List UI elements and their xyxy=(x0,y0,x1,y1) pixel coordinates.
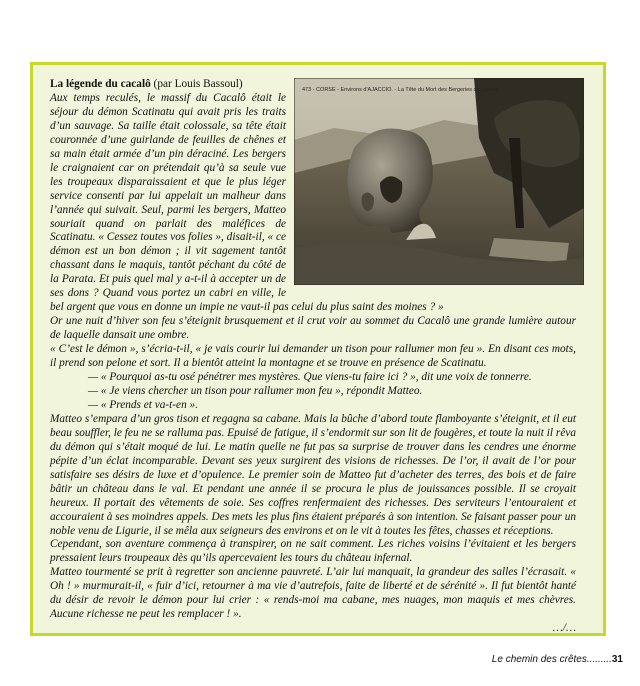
footer-dots: ......... xyxy=(586,654,612,665)
dialog-line-3: — « Prends et va-t-en ». xyxy=(50,399,576,413)
article-frame xyxy=(30,62,606,636)
article-title: La légende du cacalô xyxy=(50,78,151,90)
paragraph-6: Matteo tourmenté se prit à regretter son ancienne pauvreté. L’air lui manquait, la grandeur des salles l’écrasait. « Oh ! » murmurait-il, « fuir d’ici, retourner à ma vie d’autrefois, faite de liberté et de sérénité ». Il fut bientôt hanté du désir de revoir le démon pour lui crier : « rends-moi ma cabane, mes nuages, mon maquis et mes chèvres. Aucune richesse ne peut les remplacer ! ». xyxy=(50,566,576,621)
continued-marker: …/… xyxy=(552,622,576,635)
rock-landscape-image xyxy=(294,78,584,285)
postcard-photo xyxy=(294,78,584,285)
paragraph-4: Matteo s’empara d’un gros tison et regagna sa cabane. Mais la bûche d’abord toute flamboyante s’éteignit, et il eut beau souffler, le feu ne se ralluma pas. Epuisé de fatigue, il s’endormit sur son lit de fougères, et toute la nuit il rêva du démon qui s’était moqué de lui. Le matin quelle ne fut pas sa surprise de trouver dans les cendres une énorme pépite d’un éclat incomparable. Devant ses yeux surgirent des visions de richesses. De l’or, il avait de l’or pour satisfaire ses désirs de luxe et d’opulence. Le premier soin de Matteo fut d’acheter des terres, des bois et de faire bâtir un château dans le val. Et pendant une année il se procura le plus de jouissances possible. Il se croyait heureux. Il portait des vêtements de soie. Ses coffres renfermaient des richesses. Des serviteurs l’entouraient et accouraient à ses moindres appels. Des mets les plus fins étaient préparés à son intention. Se faisant passer pour un noble venu de Ligurie, il se mêla aux seigneurs des environs et on le vit à toutes les fêtes, chasses et réceptions. xyxy=(50,412,576,537)
postcard-caption: 473 - CORSE - Environs d'AJACCIO. - La Tête du Mort des Bergeries du Cacalô xyxy=(302,87,499,93)
paragraph-5: Cependant, son aventure commença à transpirer, on ne sait comment. Les riches voisins l’évitaient et les bergers pressaient leurs troupeaux dès qu’ils apercevaient les tours du château infernal. xyxy=(50,538,576,565)
page-footer xyxy=(492,654,623,665)
page-number: 31 xyxy=(611,654,623,665)
paragraph-1: Aux temps reculés, le massif du Cacalô était le séjour du démon Scatinatu qui avait pris les traits d’un sauvage. Sa taille était colossale, sa tête était couronnée d’une guirlande de feuilles de chênes et sa main était armée d’un pin déraciné. Les bergers le craignaient car on prétendait qu’à sa seule vue les troupeaux disparaissaient et que le plus léger service consenti par lui appelait un malheur dans l’année qui suivait. Seul, parmi les bergers, Matteo souriait quand on parlait des maléfices de Scatinatu. « Cessez toutes vos folies », disait-il, « ce démon est un bon démon ; il vit sagement tantôt chassant dans le maquis, tantôt péchant du côté de la Parata. Et puis quel mal y a-t-il à accepter un de ses dons ? Quand vous portez un cabri en ville, le bel argent que vous en donne un impie ne vaut-il pas celui du plus saint des moines ? » xyxy=(50,91,444,314)
paragraph-3: « C’est le démon », s’écria-t-il, « je vais courir lui demander un tison pour rallumer mon feu ». En disant ces mots, il prend son pelone et sort. Il a bientôt atteint la montagne et se trouve en présence de Scatinatu. xyxy=(50,343,576,370)
dialog-line-2: — « Je viens chercher un tison pour rallumer mon feu », répondit Matteo. xyxy=(50,385,576,399)
dialog-line-1: — « Pourquoi as-tu osé pénétrer mes mystères. Que viens-tu faire ici ? », dit une voix de tonnerre. xyxy=(50,371,576,385)
paragraph-2: Or une nuit d’hiver son feu s’éteignit brusquement et il crut voir au sommet du Cacalô une grande lumière autour de laquelle dansait une ombre. xyxy=(50,315,576,342)
footer-label: Le chemin des crêtes xyxy=(491,654,587,665)
article-body xyxy=(50,78,576,636)
article-author: (par Louis Bassoul) xyxy=(150,78,243,90)
